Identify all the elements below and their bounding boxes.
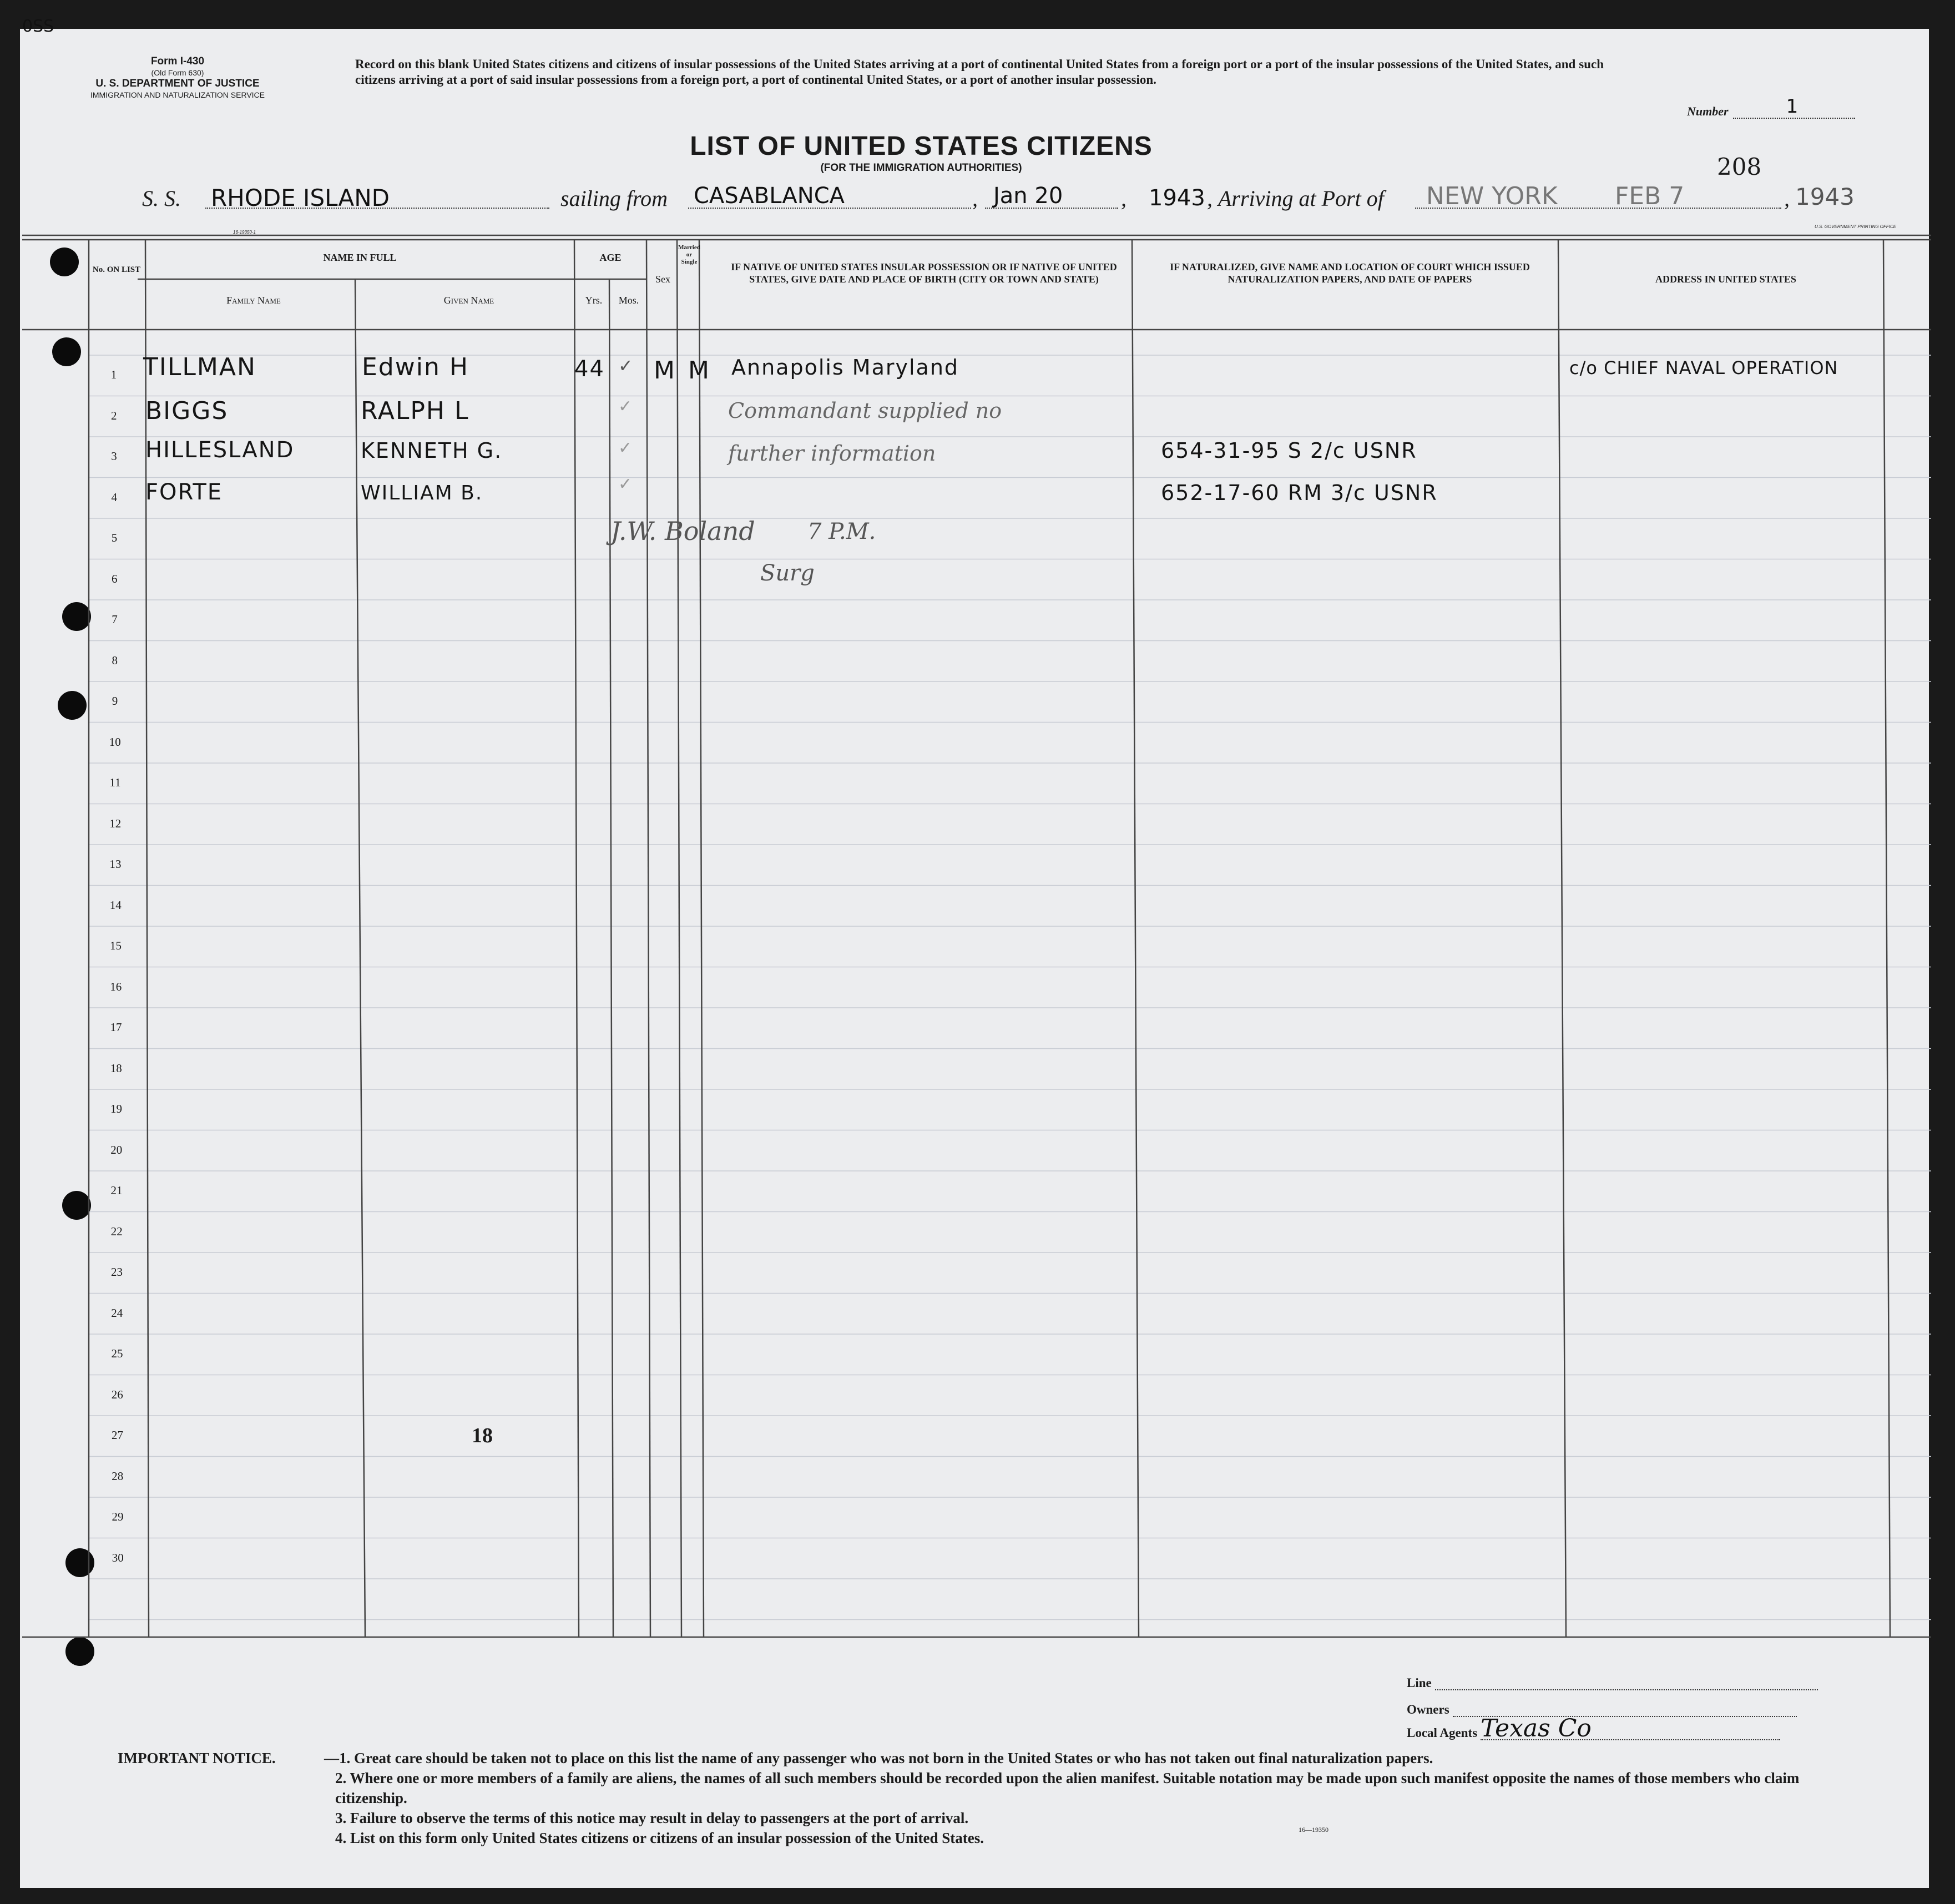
- row-number: 22: [110, 1224, 123, 1238]
- row-number: 9: [112, 694, 118, 708]
- header-mos: Mos.: [618, 295, 639, 306]
- row-number: 25: [111, 1347, 123, 1360]
- number-value: 1: [1786, 95, 1799, 118]
- row-number: 17: [110, 1021, 122, 1034]
- year-from: 1943: [1149, 185, 1205, 211]
- check-mark: ✓: [618, 474, 634, 494]
- page-title: LIST OF UNITED STATES CITIZENS: [690, 132, 1153, 161]
- row-3-given-name: KENNETH G.: [361, 438, 503, 463]
- row-number: 27: [112, 1428, 123, 1442]
- row-number: 28: [112, 1469, 124, 1483]
- check-mark: ✓: [618, 355, 634, 376]
- header-family-name: Family Name: [226, 295, 281, 306]
- row-4-naturalization: 652-17-60 RM 3/c USNR: [1161, 481, 1438, 505]
- date-to: FEB 7: [1615, 182, 1685, 210]
- port-from: CASABLANCA: [694, 183, 845, 209]
- stamp-number: 208: [1717, 153, 1762, 180]
- inspector-note: Surg: [760, 560, 815, 586]
- row-number: 14: [109, 898, 122, 912]
- row-number: 13: [109, 857, 122, 871]
- department-name: U. S. DEPARTMENT OF JUSTICE: [95, 78, 260, 89]
- local-agent-value: Texas Co: [1481, 1714, 1592, 1743]
- row-number: 1: [110, 368, 117, 381]
- line-field: [1407, 1676, 1818, 1690]
- row-1-age-years: 44: [574, 356, 605, 382]
- header-yrs: Yrs.: [585, 295, 603, 306]
- header-given-name: Given Name: [443, 295, 494, 306]
- header-no-on-list: No. ON LIST: [92, 265, 141, 274]
- header-name-in-full: NAME IN FULL: [323, 252, 397, 263]
- sailing-from-label: sailing from: [560, 186, 668, 211]
- local-agents-field: [1407, 1714, 1780, 1743]
- header-address: ADDRESS IN UNITED STATES: [1655, 274, 1796, 285]
- row-3-birth-note: further information: [728, 441, 936, 466]
- row-3-naturalization: 654-31-95 S 2/c USNR: [1161, 438, 1417, 463]
- row-number: 5: [111, 531, 118, 544]
- row-number: 3: [111, 450, 117, 463]
- row-1-family-name: TILLMAN: [143, 353, 256, 381]
- row-number: 7: [112, 613, 118, 626]
- ss-label: S. S.: [142, 186, 181, 211]
- row-2-given-name: RALPH L: [361, 397, 469, 425]
- row-2-birth-note: Commandant supplied no: [728, 398, 1002, 423]
- row-number: 18: [110, 1061, 122, 1075]
- header-age: AGE: [599, 252, 622, 263]
- row-number: 26: [111, 1387, 123, 1401]
- row-number: 6: [112, 572, 118, 585]
- page-subtitle: (FOR THE IMMIGRATION AUTHORITIES): [820, 162, 1022, 174]
- row-number: 19: [110, 1102, 122, 1115]
- header-sex: Sex: [655, 274, 670, 285]
- header-naturalized: IF NATURALIZED, GIVE NAME AND LOCATION OF COURT WHICH ISSUED NATURALIZATION PAPERS, AND DATE OF PAPERS: [1170, 261, 1530, 285]
- row-number: 20: [110, 1143, 123, 1156]
- year-to: 1943: [1795, 183, 1855, 210]
- inspector-signature: J.W. Boland: [610, 516, 755, 546]
- row-number: 4: [111, 490, 117, 504]
- port-to: NEW YORK: [1426, 182, 1558, 210]
- corner-note: 0SS: [22, 17, 54, 36]
- row-number: 23: [111, 1265, 123, 1279]
- row-number: 30: [112, 1551, 124, 1564]
- row-1-given-name: Edwin H: [362, 353, 469, 381]
- number-label: Number: [1687, 104, 1729, 118]
- form-code-bottom: 16—19350: [1299, 1826, 1328, 1834]
- voyage-line: S. S. RHODE ISLAND sailing from CASABLANCA , Jan 20 , 1943 , Arriving at Port of NEW YORK FEB 7 , 1943 U.S. GOVERNMENT PRINTING OFFICE 16-19350-1: [142, 182, 1897, 235]
- printer-mark: U.S. GOVERNMENT PRINTING OFFICE: [1815, 224, 1897, 229]
- record-instructions: Record on this blank United States citizens and citizens of insular possessions of the United States arriving at a port of continental United States from a foreign port or a port of the insular possessions of the United States, and such citizens arriving at a port of said insular possessions from a foreign port, a port of continental United States, or a port of another insular possession.: [355, 57, 1604, 87]
- form-code: 16-19350-1: [233, 230, 256, 235]
- header-birth: IF NATIVE OF UNITED STATES INSULAR POSSESSION OR IF NATIVE OF UNITED STATES, GIVE DATE AND PLACE OF BIRTH (CITY OR TOWN AND STATE): [731, 261, 1117, 285]
- owners-label: Owners: [1407, 1703, 1449, 1716]
- row-4-family-name: FORTE: [145, 479, 223, 505]
- local-agents-label: Local Agents: [1407, 1726, 1478, 1740]
- ship-name: RHODE ISLAND: [211, 184, 390, 211]
- form-number: Form I-430: [150, 55, 205, 67]
- date-from: Jan 20: [993, 183, 1063, 209]
- row-number: 8: [112, 653, 118, 667]
- check-mark: ✓: [618, 397, 634, 416]
- row-4-given-name: WILLIAM B.: [361, 482, 483, 504]
- inspector-title: 7 P.M.: [807, 519, 876, 544]
- row-number: 21: [110, 1184, 123, 1197]
- row-2-family-name: BIGGS: [145, 397, 229, 425]
- row-number: 10: [109, 735, 121, 749]
- row-3-family-name: HILLESLAND: [145, 437, 295, 463]
- header-married-single: Married or Single: [678, 244, 700, 265]
- notice-label: IMPORTANT NOTICE.: [118, 1750, 276, 1766]
- row-1-sex: M: [654, 356, 676, 385]
- row-number: 2: [111, 408, 117, 422]
- row-number: 16: [110, 979, 122, 993]
- row-number: 24: [111, 1306, 123, 1320]
- owners-field: [1407, 1703, 1797, 1717]
- notice-item-1: —1. Great care should be taken not to place on this list the name of any passenger who was not born in the United States or who has not taken out final naturalization papers.: [324, 1750, 1433, 1766]
- row-number: 29: [112, 1510, 124, 1523]
- stamp-18: 18: [472, 1424, 493, 1447]
- row-number: 11: [109, 776, 121, 789]
- check-mark: ✓: [618, 438, 634, 458]
- important-notice: [118, 1748, 1855, 1848]
- row-1-birth-place: Annapolis Maryland: [731, 355, 959, 380]
- line-label: Line: [1407, 1676, 1432, 1690]
- notice-item-3: 3. Failure to observe the terms of this notice may result in delay to passengers at the port of arrival.: [335, 1810, 969, 1826]
- notice-item-2: 2. Where one or more members of a family are aliens, the names of all such members should be recorded upon the alien manifest. Suitable notation may be made upon such manifest opposite the names of those members who claim citizenship.: [335, 1770, 1800, 1806]
- row-number: 12: [109, 816, 122, 830]
- arriving-label: Arriving at Port of: [1218, 186, 1384, 211]
- row-number: 15: [110, 939, 122, 952]
- row-1-marital-status: M: [688, 356, 710, 385]
- service-name: IMMIGRATION AND NATURALIZATION SERVICE: [90, 90, 265, 99]
- row-1-address: c/o CHIEF NAVAL OPERATION: [1569, 357, 1838, 378]
- old-form-number: (Old Form 630): [151, 68, 204, 77]
- notice-item-4: 4. List on this form only United States citizens or citizens of an insular possession of the United States.: [335, 1830, 984, 1846]
